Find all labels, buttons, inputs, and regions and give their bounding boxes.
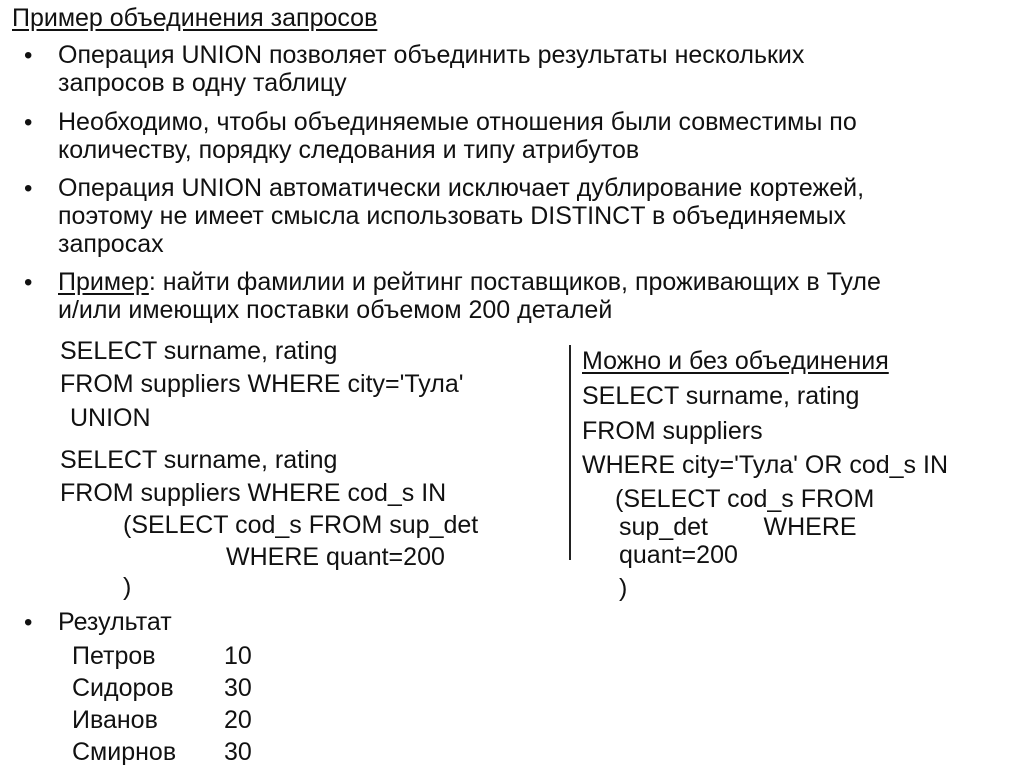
- bullet-marker: •: [24, 42, 33, 69]
- bullet-marker: •: [24, 269, 33, 296]
- bullet-marker: •: [24, 109, 33, 136]
- right-query-line-7: ): [619, 574, 628, 602]
- left-query-line-6: (SELECT cod_s FROM sup_det: [123, 511, 479, 539]
- slide-title: Пример объединения запросов: [12, 4, 378, 32]
- left-query-line-7: WHERE quant=200: [226, 543, 445, 571]
- right-query-line-4: (SELECT cod_s FROM: [615, 485, 875, 513]
- example-lead: Пример: [58, 268, 149, 296]
- bullet-4-line-1: [58, 270, 881, 295]
- left-query-line-4: SELECT surname, rating: [60, 446, 338, 474]
- column-divider: [569, 345, 571, 560]
- bullet-1-line-2: запросов в одну таблицу: [58, 69, 347, 97]
- bullet-marker: •: [24, 609, 33, 636]
- result-row-value: 20: [224, 706, 252, 734]
- right-query-line-6: quant=200: [619, 541, 738, 569]
- bullet-2-line-2: количеству, порядку следования и типу атрибутов: [58, 136, 640, 164]
- left-query-line-8: ): [123, 573, 132, 601]
- bullet-marker: •: [24, 175, 33, 202]
- result-row-value: 10: [224, 642, 252, 670]
- result-row-value: 30: [224, 738, 252, 766]
- left-query-union: UNION: [70, 404, 151, 432]
- bullet-1-line-1: Операция UNION позволяет объединить результаты нескольких: [58, 41, 805, 69]
- right-query-line-5: sup_det WHERE: [619, 513, 857, 541]
- bullet-3-line-3: запросах: [58, 230, 164, 258]
- result-row-name: Сидоров: [72, 674, 174, 702]
- bullet-3-line-1: Операция UNION автоматически исключает дублирование кортежей,: [58, 174, 865, 202]
- bullet-3-line-2: поэтому не имеет смысла использовать DISTINCT в объединяемых: [58, 202, 847, 230]
- bullet-4-line-2: и/или имеющих поставки объемом 200 деталей: [58, 296, 613, 324]
- left-query-line-5: FROM suppliers WHERE cod_s IN: [60, 479, 447, 507]
- right-query-line-2: FROM suppliers: [582, 417, 763, 445]
- left-query-line-2: FROM suppliers WHERE city='Тула': [60, 370, 464, 398]
- result-label: Результат: [58, 608, 172, 636]
- result-row-value: 30: [224, 674, 252, 702]
- bullet-2-line-1: Необходимо, чтобы объединяемые отношения были совместимы по: [58, 108, 857, 136]
- result-row-name: Смирнов: [72, 738, 177, 766]
- left-query-line-1: SELECT surname, rating: [60, 337, 338, 365]
- example-lead-rest: : найти фамилии и рейтинг поставщиков, проживающих в Туле: [148, 268, 881, 296]
- right-query-title: Можно и без объединения: [582, 347, 889, 375]
- result-row-name: Петров: [72, 642, 156, 670]
- right-query-line-3: WHERE city='Тула' OR cod_s IN: [582, 451, 949, 479]
- result-row-name: Иванов: [72, 706, 158, 734]
- right-query-line-1: SELECT surname, rating: [582, 382, 860, 410]
